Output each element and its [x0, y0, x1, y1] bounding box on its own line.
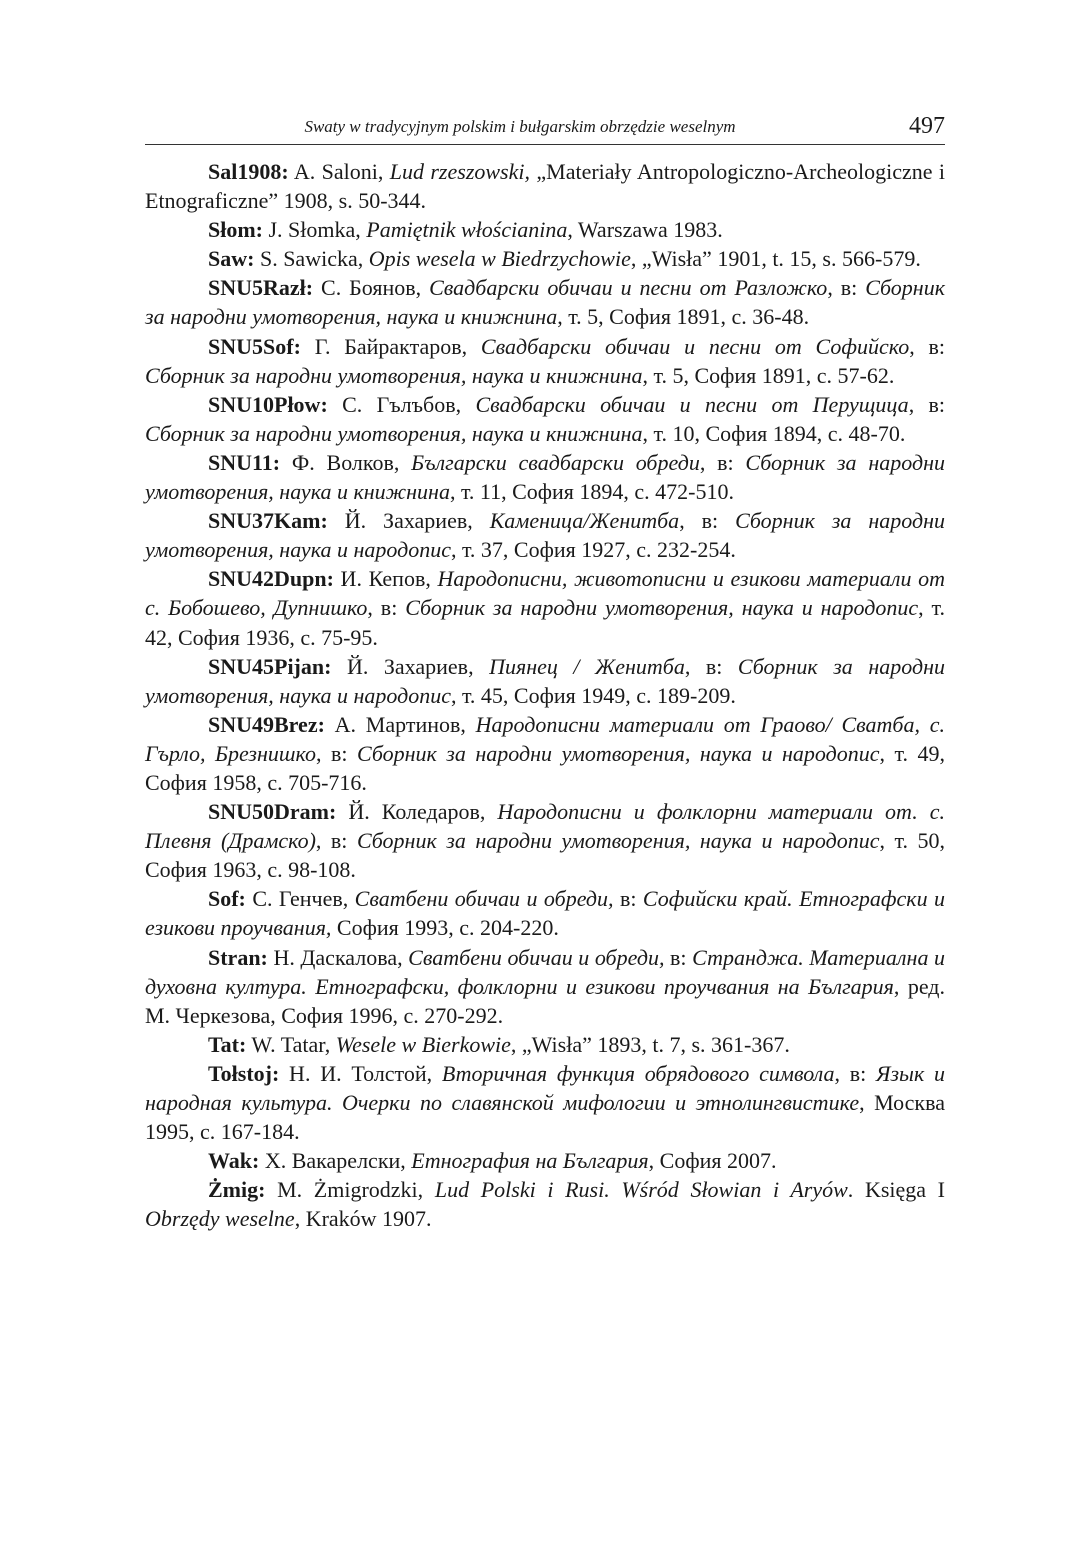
entry-siglum: Sal1908: [208, 159, 289, 184]
entry-siglum: SNU5Razł: [208, 275, 314, 301]
entry-title-segment: Вторичная функция обрядового символа [441, 1060, 835, 1086]
entry-text-segment: в: [613, 886, 643, 912]
entry-text-segment: Г. Байрактаров, [300, 333, 481, 359]
entry-text-segment: , Warszawa 1983. [567, 217, 723, 243]
bibliography-entry [145, 1030, 945, 1059]
entry-text-segment: , в: [315, 828, 357, 854]
bibliography-entry [145, 1175, 945, 1233]
entry-text-segment: „Materiały Antropologiczno-Archeologiczne i Etnograficzne” 1908, s. 50-344. [145, 159, 946, 214]
bibliography-entry [145, 448, 945, 506]
entry-siglum: SNU10Płow: [208, 391, 328, 417]
running-title: Swaty w tradycyjnym polskim i bułgarskim obrzędzie weselnym [304, 117, 736, 136]
bibliography-entry [145, 244, 945, 273]
entry-text-segment: , в: [834, 1060, 877, 1086]
entry-siglum: Tołstoj: [208, 1060, 280, 1086]
entry-title-segment: Lud rzeszowski, [389, 159, 530, 184]
entry-title-segment: Народописни и фолклорни материали от. с. Плевня (Драмско) [145, 799, 945, 854]
entry-siglum: SNU49Brez: [208, 711, 325, 737]
entry-text-segment: Х. Вакарелски, [259, 1148, 412, 1174]
entry-title-segment: Сборник за народни умотворения, наука и народопис [145, 508, 946, 563]
entry-text-segment: , в: [679, 508, 736, 534]
entry-text-segment: , „Wisła” 1893, t. 7, s. 361-367. [510, 1031, 790, 1057]
entry-title-segment: Свадбарски обичаи и песни от Разложко [429, 275, 828, 301]
bibliography-entry [145, 157, 945, 215]
entry-siglum: Wak: [208, 1148, 260, 1174]
entry-text-segment: А. Мартинов, [324, 711, 476, 737]
entry-text-segment: , Kraków 1907. [294, 1206, 432, 1232]
entry-text-segment: , т. 45, София 1949, с. 189-209. [450, 682, 736, 708]
entry-text-segment: С. Гълъбов, [327, 391, 476, 417]
entry-title-segment: Сватбени обичаи и обреди, [408, 944, 665, 970]
entry-title-segment: Български свадбарски обреди [411, 449, 700, 475]
entry-title-segment: Странджа. Материална и духовна култура. Етнографски, фолклорни и езикови проучвания на България [145, 944, 946, 999]
entry-text-segment: S. Sawicka, [254, 246, 369, 272]
entry-text-segment: , т. 10, София 1894, с. 48-70. [642, 420, 906, 446]
bibliography-entry [145, 943, 945, 1030]
entry-siglum: Sof: [208, 886, 246, 912]
entry-text-segment: , ред. М. Черкезова, София 1996, с. 270-292. [145, 973, 945, 1028]
entry-text-segment: , в: [909, 333, 946, 359]
entry-siglum: SNU42Dupn: [208, 566, 334, 592]
entry-title-segment: Етнография на България [411, 1148, 649, 1174]
entry-text-segment: , т. 50, София 1963, с. 98-108. [145, 828, 946, 883]
entry-title-segment: Opis wesela w Biedrzychowie [368, 246, 631, 272]
running-header [145, 110, 945, 145]
entry-text-segment: , в: [684, 653, 738, 679]
entry-siglum: Słom: [208, 217, 263, 243]
entry-siglum: SNU45Pijan: [208, 653, 332, 679]
bibliography-entry [145, 797, 945, 884]
entry-title-segment: Язык и народная культура. Очерки по славянской мифологии и этнолингвистике [145, 1060, 945, 1115]
entry-text-segment: , в: [315, 740, 357, 766]
entry-text-segment: , в: [908, 391, 946, 417]
entry-title-segment: Народописни, животописни и езикови материали от с. Бобошево, Дупнишко [145, 566, 945, 621]
entry-text-segment: , София 2007. [648, 1148, 777, 1174]
entry-text-segment: С. Генчев, [245, 886, 355, 912]
bibliography-entry [145, 332, 945, 390]
entry-text-segment: M. Żmigrodzki, [265, 1177, 435, 1203]
entry-text-segment: , в: [367, 595, 406, 621]
entry-title-segment: Сборник за народни умотворения, наука и народопис [405, 595, 919, 621]
entry-text-segment: С. Боянов, [313, 275, 430, 301]
entry-text-segment: A. Saloni, [288, 159, 390, 184]
entry-title-segment: Wesele w Bierkowie [335, 1031, 511, 1057]
entry-text-segment: , Москва 1995, с. 167-184. [145, 1090, 945, 1145]
entry-text-segment: И. Кепов, [333, 566, 438, 592]
entry-text-segment: , „Wisła” 1901, t. 15, s. 566-579. [630, 246, 921, 272]
entry-title-segment: Каменица/Женитба [489, 508, 680, 534]
entry-siglum: Tat: [208, 1031, 247, 1057]
entry-title-segment: Сборник за народни умотворения, наука и народопис [356, 828, 880, 854]
entry-text-segment: W. Tatar, [246, 1031, 336, 1057]
entry-text-segment: София 1993, с. 204-220. [331, 915, 559, 941]
entry-text-segment: , т. 11, София 1894, с. 472-510. [449, 479, 735, 505]
entry-title-segment: Софийски край. Етнографски и езикови проучвания, [145, 886, 946, 941]
entry-text-segment: , т. 42, София 1936, с. 75-95. [145, 595, 946, 650]
entry-text-segment: Ф. Волков, [280, 449, 412, 475]
entry-text-segment: , т. 5, София 1891, с. 36-48. [557, 304, 810, 330]
entry-text-segment: Й. Коледаров, [336, 799, 498, 825]
entry-siglum: SNU5Sof: [208, 333, 301, 359]
entry-title-segment: Сборник за народни умотворения, наука и народопис [357, 740, 880, 766]
entry-siglum: Stran: [208, 944, 268, 970]
bibliography-entry [145, 710, 945, 797]
entry-text-segment: , т. 49, София 1958, с. 705-716. [145, 740, 946, 795]
entry-title-segment: Lud Polski i Rusi. Wśród Słowian i Aryów [434, 1177, 848, 1203]
entry-text-segment: Й. Захариев, [327, 508, 490, 534]
entry-title-segment: Свадбарски обичаи и песни от Софийско [480, 333, 910, 359]
entry-text-segment: , в: [699, 449, 746, 475]
entry-text-segment: в: [664, 944, 693, 970]
entry-title-segment: Pamiętnik włościanina [366, 217, 568, 243]
entry-text-segment: Н. И. Толстой, [279, 1060, 442, 1086]
bibliography-entry [145, 1059, 945, 1146]
entry-text-segment: , в: [827, 275, 866, 301]
entry-title-segment: Сборник за народни умотворения, наука и народопис [145, 653, 945, 708]
entry-title-segment: Народописни материали от Граово/ Сватба, с. Гърло, Брезнишко [145, 711, 945, 766]
bibliography-list [145, 157, 945, 1233]
entry-text-segment: , т. 37, София 1927, с. 232-254. [450, 537, 736, 563]
entry-siglum: SNU37Kam: [208, 508, 328, 534]
bibliography-entry [145, 884, 945, 942]
bibliography-entry [145, 215, 945, 244]
entry-title-segment: Сборник за народни умотворения, наука и книжнина [145, 275, 946, 330]
entry-siglum: Żmig: [208, 1177, 266, 1203]
entry-title-segment: Сборник за народни умотворения, наука и книжнина [145, 449, 945, 505]
entry-siglum: Saw: [208, 246, 255, 272]
bibliography-entry [145, 564, 945, 651]
entry-text-segment: Н. Даскалова, [267, 944, 409, 970]
entry-title-segment: Obrzędy weselne [145, 1206, 295, 1232]
bibliography-entry [145, 273, 945, 331]
entry-text-segment: Й. Захариев, [331, 653, 490, 679]
page-number: 497 [909, 113, 945, 139]
bibliography-entry [145, 1146, 945, 1175]
entry-siglum: SNU50Dram: [208, 799, 337, 825]
entry-text-segment: . Księga I [847, 1177, 946, 1203]
entry-text-segment: , т. 5, София 1891, с. 57-62. [642, 362, 895, 388]
entry-title-segment: Пиянец / Женитба [489, 653, 685, 679]
bibliography-entry [145, 390, 945, 448]
bibliography-entry [145, 506, 945, 564]
entry-text-segment: J. Słomka, [263, 217, 367, 243]
entry-title-segment: Свадбарски обичаи и песни от Перущица [475, 391, 909, 417]
entry-title-segment: Сборник за народни умотворения, наука и книжнина [145, 362, 643, 388]
bibliography-entry [145, 652, 945, 710]
entry-title-segment: Сватбени обичаи и обреди, [354, 886, 614, 912]
entry-title-segment: Сборник за народни умотворения, наука и книжнина [145, 420, 643, 446]
entry-siglum: SNU11: [208, 449, 281, 475]
